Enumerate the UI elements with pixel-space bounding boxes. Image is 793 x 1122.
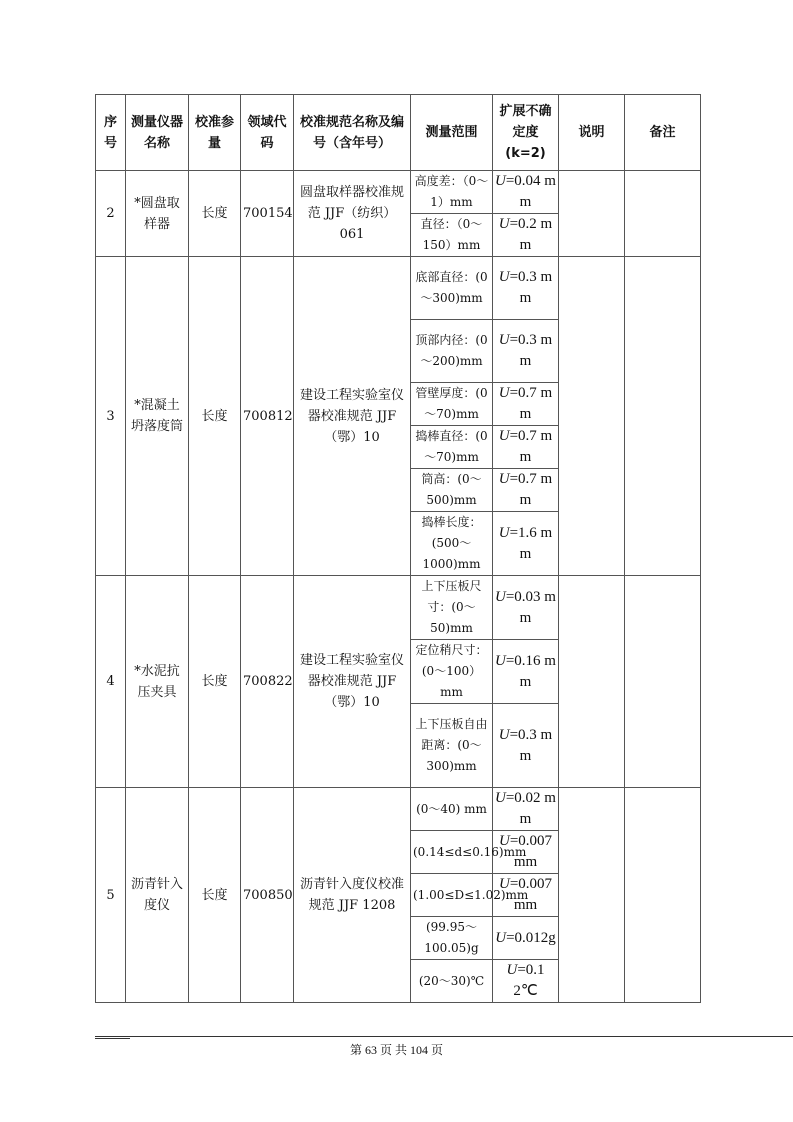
uncertainty-cell — [493, 171, 559, 214]
seq-cell: 5 — [96, 788, 126, 1003]
instrument-name-cell: *混凝土坍落度筒 — [126, 257, 189, 576]
range-cell: 管壁厚度：(0～70)mm — [411, 383, 493, 426]
range-cell: 定位稍尺寸：(0～100）mm — [411, 640, 493, 704]
uncertainty-value: =0.2 mm — [509, 216, 553, 253]
uncertainty-value: =0.012g — [506, 929, 556, 946]
uncertainty-value: =0.04 mm — [505, 173, 556, 210]
uncertainty-symbol: U — [495, 652, 506, 669]
remark-cell — [625, 257, 701, 576]
uncertainty-value: =0.03 mm — [505, 588, 556, 626]
note-cell — [559, 257, 625, 576]
field-code-cell: 700812 — [241, 257, 294, 576]
parameter-cell: 长度 — [189, 576, 241, 788]
instrument-name-cell: 沥青针入度仪 — [126, 788, 189, 1003]
range-cell: (20～30)℃ — [411, 960, 493, 1003]
uncertainty-cell — [493, 320, 559, 383]
uncertainty-cell — [493, 960, 559, 1003]
range-cell: 捣棒长度：(500～1000)mm — [411, 512, 493, 576]
note-cell — [559, 788, 625, 1003]
spec-cell: 建设工程实验室仪器校准规范 JJF（鄂）10 — [294, 257, 411, 576]
uncertainty-value: =1.6 mm — [509, 524, 553, 562]
range-cell: 顶部内径：(0～200)mm — [411, 320, 493, 383]
table-row — [96, 171, 701, 214]
header-note: 说明 — [559, 95, 625, 171]
uncertainty-value: =0.3 mm — [509, 269, 553, 306]
uncertainty-symbol: U — [495, 588, 506, 605]
seq-cell: 4 — [96, 576, 126, 788]
parameter-cell: 长度 — [189, 257, 241, 576]
table-row — [96, 257, 701, 320]
footer-rule — [95, 1036, 793, 1037]
uncertainty-symbol: U — [498, 726, 510, 743]
note-cell — [559, 576, 625, 788]
uncertainty-cell — [493, 788, 559, 831]
header-spec: 校准规范名称及编号（含年号） — [294, 95, 411, 171]
uncertainty-cell — [493, 512, 559, 576]
page-number: 第 63 页 共 104 页 — [349, 1043, 443, 1057]
uncertainty-value: =0.7 mm — [509, 385, 553, 422]
uncertainty-value: =0.3 mm — [509, 332, 553, 369]
uncertainty-cell — [493, 640, 559, 704]
spec-cell: 建设工程实验室仪器校准规范 JJF（鄂）10 — [294, 576, 411, 788]
uncertainty-symbol: U — [498, 524, 510, 541]
uncertainty-symbol: U — [498, 876, 510, 892]
range-cell: 高度差：（0～1）mm — [411, 171, 493, 214]
uncertainty-cell — [493, 704, 559, 788]
remark-cell — [625, 171, 701, 257]
header-uncertainty: 扩展不确定度(k=2) — [493, 95, 559, 171]
remark-cell — [625, 788, 701, 1003]
range-cell: 底部直径：(0～300)mm — [411, 257, 493, 320]
uncertainty-cell — [493, 469, 559, 512]
table-row — [96, 576, 701, 640]
uncertainty-cell — [493, 426, 559, 469]
uncertainty-cell — [493, 383, 559, 426]
uncertainty-symbol: U — [498, 216, 510, 232]
calibration-table — [95, 94, 701, 1003]
range-cell: (0.14≤d≤0.16)mm — [411, 831, 493, 874]
uncertainty-cell — [493, 257, 559, 320]
uncertainty-cell — [493, 214, 559, 257]
range-cell: 直径：（0～150）mm — [411, 214, 493, 257]
uncertainty-value: =0.3 mm — [509, 726, 553, 764]
uncertainty-symbol: U — [498, 332, 510, 348]
field-code-cell: 700850 — [241, 788, 294, 1003]
header-instrument-name: 测量仪器名称 — [126, 95, 189, 171]
uncertainty-value: =0.007mm — [509, 833, 553, 870]
instrument-name-cell: *水泥抗压夹具 — [126, 576, 189, 788]
uncertainty-symbol: U — [498, 269, 510, 285]
range-cell: (1.00≤D≤1.02)mm — [411, 874, 493, 917]
header-seq: 序号 — [96, 95, 126, 171]
uncertainty-cell — [493, 576, 559, 640]
uncertainty-symbol: U — [495, 173, 506, 189]
header-row — [96, 95, 701, 171]
uncertainty-symbol: U — [495, 929, 507, 946]
range-cell: 捣棒直径：(0～70)mm — [411, 426, 493, 469]
footer-rule-short — [95, 1038, 130, 1039]
uncertainty-value: =0.16 mm — [505, 652, 556, 690]
field-code-cell: 700822 — [241, 576, 294, 788]
header-parameter: 校准参量 — [189, 95, 241, 171]
seq-cell: 3 — [96, 257, 126, 576]
uncertainty-symbol: U — [495, 790, 506, 806]
parameter-cell: 长度 — [189, 171, 241, 257]
range-cell: 筒高：(0～500)mm — [411, 469, 493, 512]
instrument-name-cell: *圆盘取样器 — [126, 171, 189, 257]
uncertainty-value: =0.007mm — [509, 876, 553, 913]
range-cell: 上下压板自由距离：(0～300)mm — [411, 704, 493, 788]
table-row — [96, 788, 701, 831]
header-range: 测量范围 — [411, 95, 493, 171]
uncertainty-value: =0.7 mm — [509, 471, 553, 508]
uncertainty-symbol: U — [498, 385, 510, 401]
spec-cell: 圆盘取样器校准规范 JJF（纺织）061 — [294, 171, 411, 257]
parameter-cell: 长度 — [189, 788, 241, 1003]
uncertainty-symbol: U — [506, 962, 518, 978]
header-remark: 备注 — [625, 95, 701, 171]
header-field-code: 领域代码 — [241, 95, 294, 171]
uncertainty-value: =0.7 mm — [509, 428, 553, 465]
range-cell: (0～40) mm — [411, 788, 493, 831]
uncertainty-symbol: U — [498, 833, 510, 849]
seq-cell: 2 — [96, 171, 126, 257]
note-cell — [559, 171, 625, 257]
uncertainty-value: =0.12℃ — [513, 962, 545, 999]
field-code-cell: 700154 — [241, 171, 294, 257]
uncertainty-symbol: U — [498, 428, 510, 444]
uncertainty-cell — [493, 917, 559, 960]
uncertainty-value: =0.02 mm — [505, 790, 556, 827]
remark-cell — [625, 576, 701, 788]
uncertainty-symbol: U — [498, 471, 510, 487]
range-cell: (99.95～100.05)g — [411, 917, 493, 960]
spec-cell: 沥青针入度仪校准规范 JJF 1208 — [294, 788, 411, 1003]
range-cell: 上下压板尺寸：(0～50)mm — [411, 576, 493, 640]
